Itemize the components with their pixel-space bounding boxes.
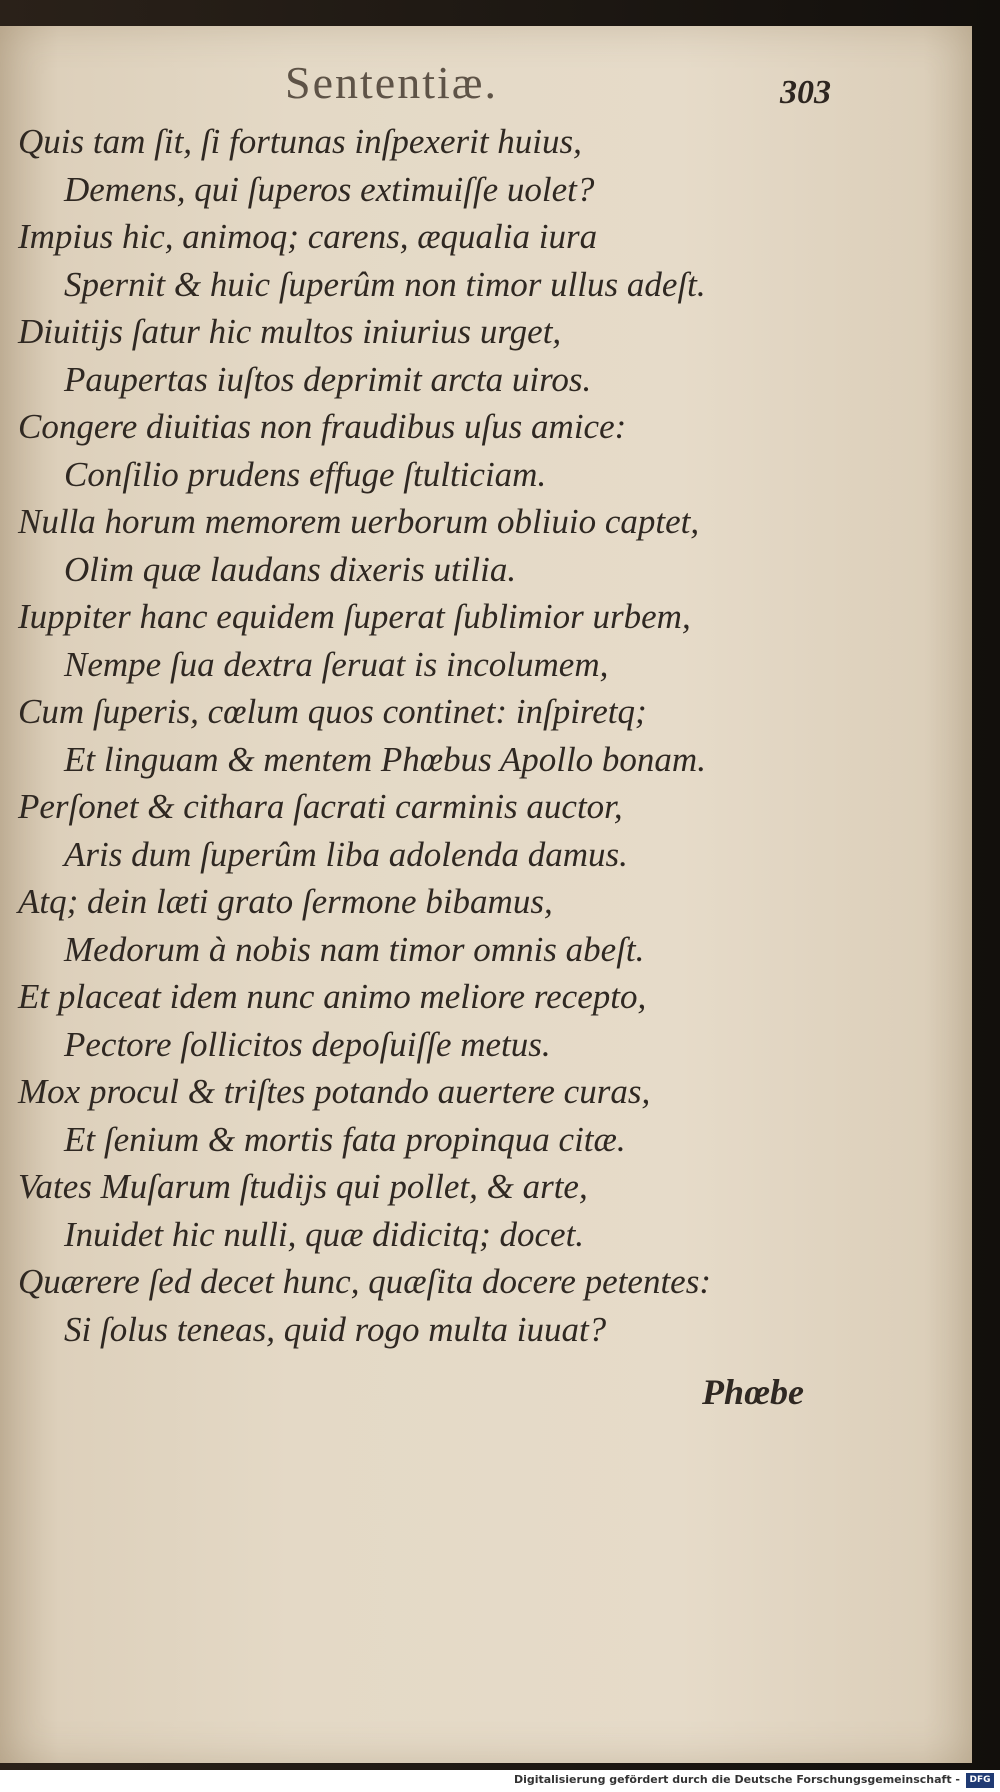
book-page xyxy=(0,26,972,1763)
digitization-footer xyxy=(0,1770,1000,1792)
verse-line: Impius hic, animoq; carens, æqualia iura xyxy=(18,217,598,256)
verse-line: Et placeat idem nunc animo meliore recepto, xyxy=(18,977,647,1016)
verse-line: Si ſolus teneas, quid rogo multa iuuat? xyxy=(64,1309,607,1349)
verse-line: Quærere ſed decet hunc, quæſita docere petentes: xyxy=(18,1262,711,1301)
verse-line: Aris dum ſuperûm liba adolenda damus. xyxy=(64,834,628,874)
verse-line: Medorum à nobis nam timor omnis abeſt. xyxy=(64,929,645,969)
verse-line: Et ſenium & mortis fata propinqua citæ. xyxy=(64,1119,626,1159)
verse-line: Quis tam ſit, ſi fortunas inſpexerit huius, xyxy=(18,122,582,161)
verse-line: Cum ſuperis, cœlum quos continet: inſpiretq; xyxy=(18,692,647,731)
dfg-logo: DFG xyxy=(966,1773,994,1788)
verse-line: Atq; dein læti grato ſermone bibamus, xyxy=(18,882,553,921)
verse-line: Et linguam & mentem Phœbus Apollo bonam. xyxy=(64,739,706,779)
catchword: Phœbe xyxy=(702,1372,804,1412)
digitization-credit: Digitalisierung gefördert durch die Deutsche Forschungsgemeinschaft - xyxy=(513,1773,960,1786)
verse-line: Mox procul & triſtes potando auertere curas, xyxy=(18,1072,651,1111)
verse-line: Nulla horum memorem uerborum obliuio captet, xyxy=(18,502,700,541)
verse-block xyxy=(0,118,960,1353)
verse-line: Nempe ſua dextra ſeruat is incolumem, xyxy=(64,644,609,684)
verse-line: Congere diuitias non fraudibus uſus amice: xyxy=(18,407,627,446)
verse-line: Inuidet hic nulli, quæ didicitq; docet. xyxy=(64,1214,585,1254)
verse-line: Conſilio prudens effuge ſtulticiam. xyxy=(64,454,547,494)
verse-line: Iuppiter hanc equidem ſuperat ſublimior urbem, xyxy=(18,597,691,636)
verse-line: Demens, qui ſuperos extimuiſſe uolet? xyxy=(64,169,595,209)
verse-line: Paupertas iuſtos deprimit arcta uiros. xyxy=(64,359,592,399)
page-number: 303 xyxy=(780,74,831,111)
verse-line: Pectore ſollicitos depoſuiſſe metus. xyxy=(64,1024,551,1064)
verse-line: Olim quæ laudans dixeris utilia. xyxy=(64,549,517,589)
verse-line: Perſonet & cithara ſacrati carminis auctor, xyxy=(18,787,623,826)
running-head: Sententiæ. xyxy=(285,57,498,108)
verse-line: Vates Muſarum ſtudijs qui pollet, & arte, xyxy=(18,1167,588,1206)
verse-line: Diuitijs ſatur hic multos iniurius urget, xyxy=(18,312,562,351)
verse-line: Spernit & huic ſuperûm non timor ullus adeſt. xyxy=(64,264,706,304)
